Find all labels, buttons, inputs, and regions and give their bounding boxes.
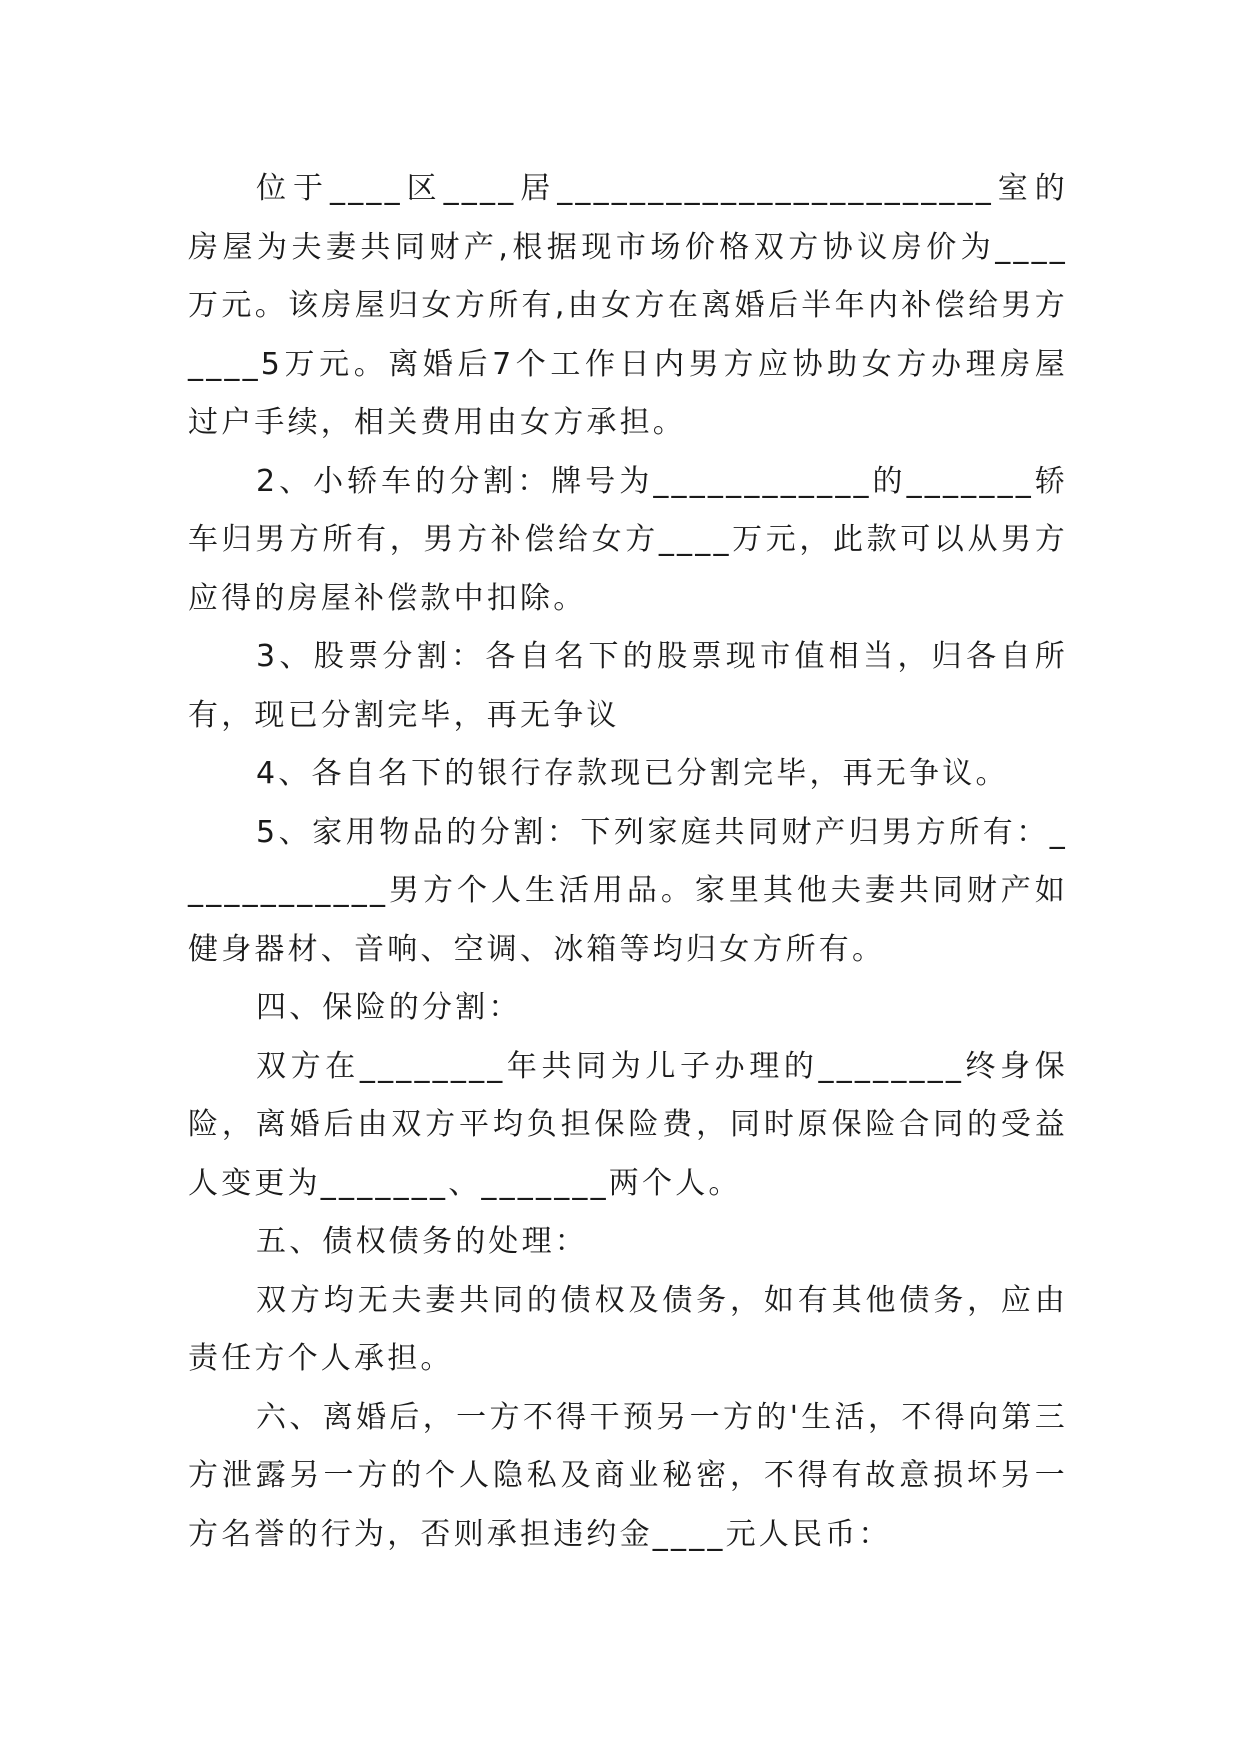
section-heading-insurance: 四、保险的分割： — [256, 990, 522, 1025]
paragraph-car-division: 2、小轿车的分割：牌号为____________的_______轿车归男方所有，男方补偿给女方____万元，此款可以从男方应得的房屋补偿款中扣除。 — [188, 463, 1068, 616]
paragraph-house-division: 位于____区____居________________________室的房屋为夫妻共同财产,根据现市场价格双方协议房价为____万元。该房屋归女方所有,由女方在离婚后半年内补偿给男方____5万元。离婚后7个工作日内男方应协助女方办理房屋过户手续，相关费用由女方承担。 — [188, 171, 1068, 440]
paragraph-bank-deposit: 4、各自名下的银行存款现已分割完毕，再无争议。 — [256, 756, 1009, 791]
paragraph-household-items: 5、家用物品的分割：下列家庭共同财产归男方所有：____________男方个人生活用品。家里其他夫妻共同财产如健身器材、音响、空调、冰箱等均归女方所有。 — [188, 814, 1068, 967]
paragraph-debts: 双方均无夫妻共同的债权及债务，如有其他债务，应由责任方个人承担。 — [188, 1282, 1068, 1376]
paragraph-stock-division: 3、股票分割：各自名下的股票现市值相当，归各自所有，现已分割完毕，再无争议 — [188, 639, 1068, 733]
paragraph-after-divorce: 六、离婚后，一方不得干预另一方的'生活，不得向第三方泄露另一方的个人隐私及商业秘密，不得有故意损坏另一方名誉的行为，否则承担违约金____元人民币： — [188, 1399, 1068, 1552]
section-heading-debts: 五、债权债务的处理： — [256, 1224, 588, 1259]
document-body — [188, 160, 1068, 1564]
paragraph-insurance: 双方在________年共同为儿子办理的________终身保险，离婚后由双方平均负担保险费，同时原保险合同的受益人变更为_______、_______两个人。 — [188, 1048, 1068, 1201]
